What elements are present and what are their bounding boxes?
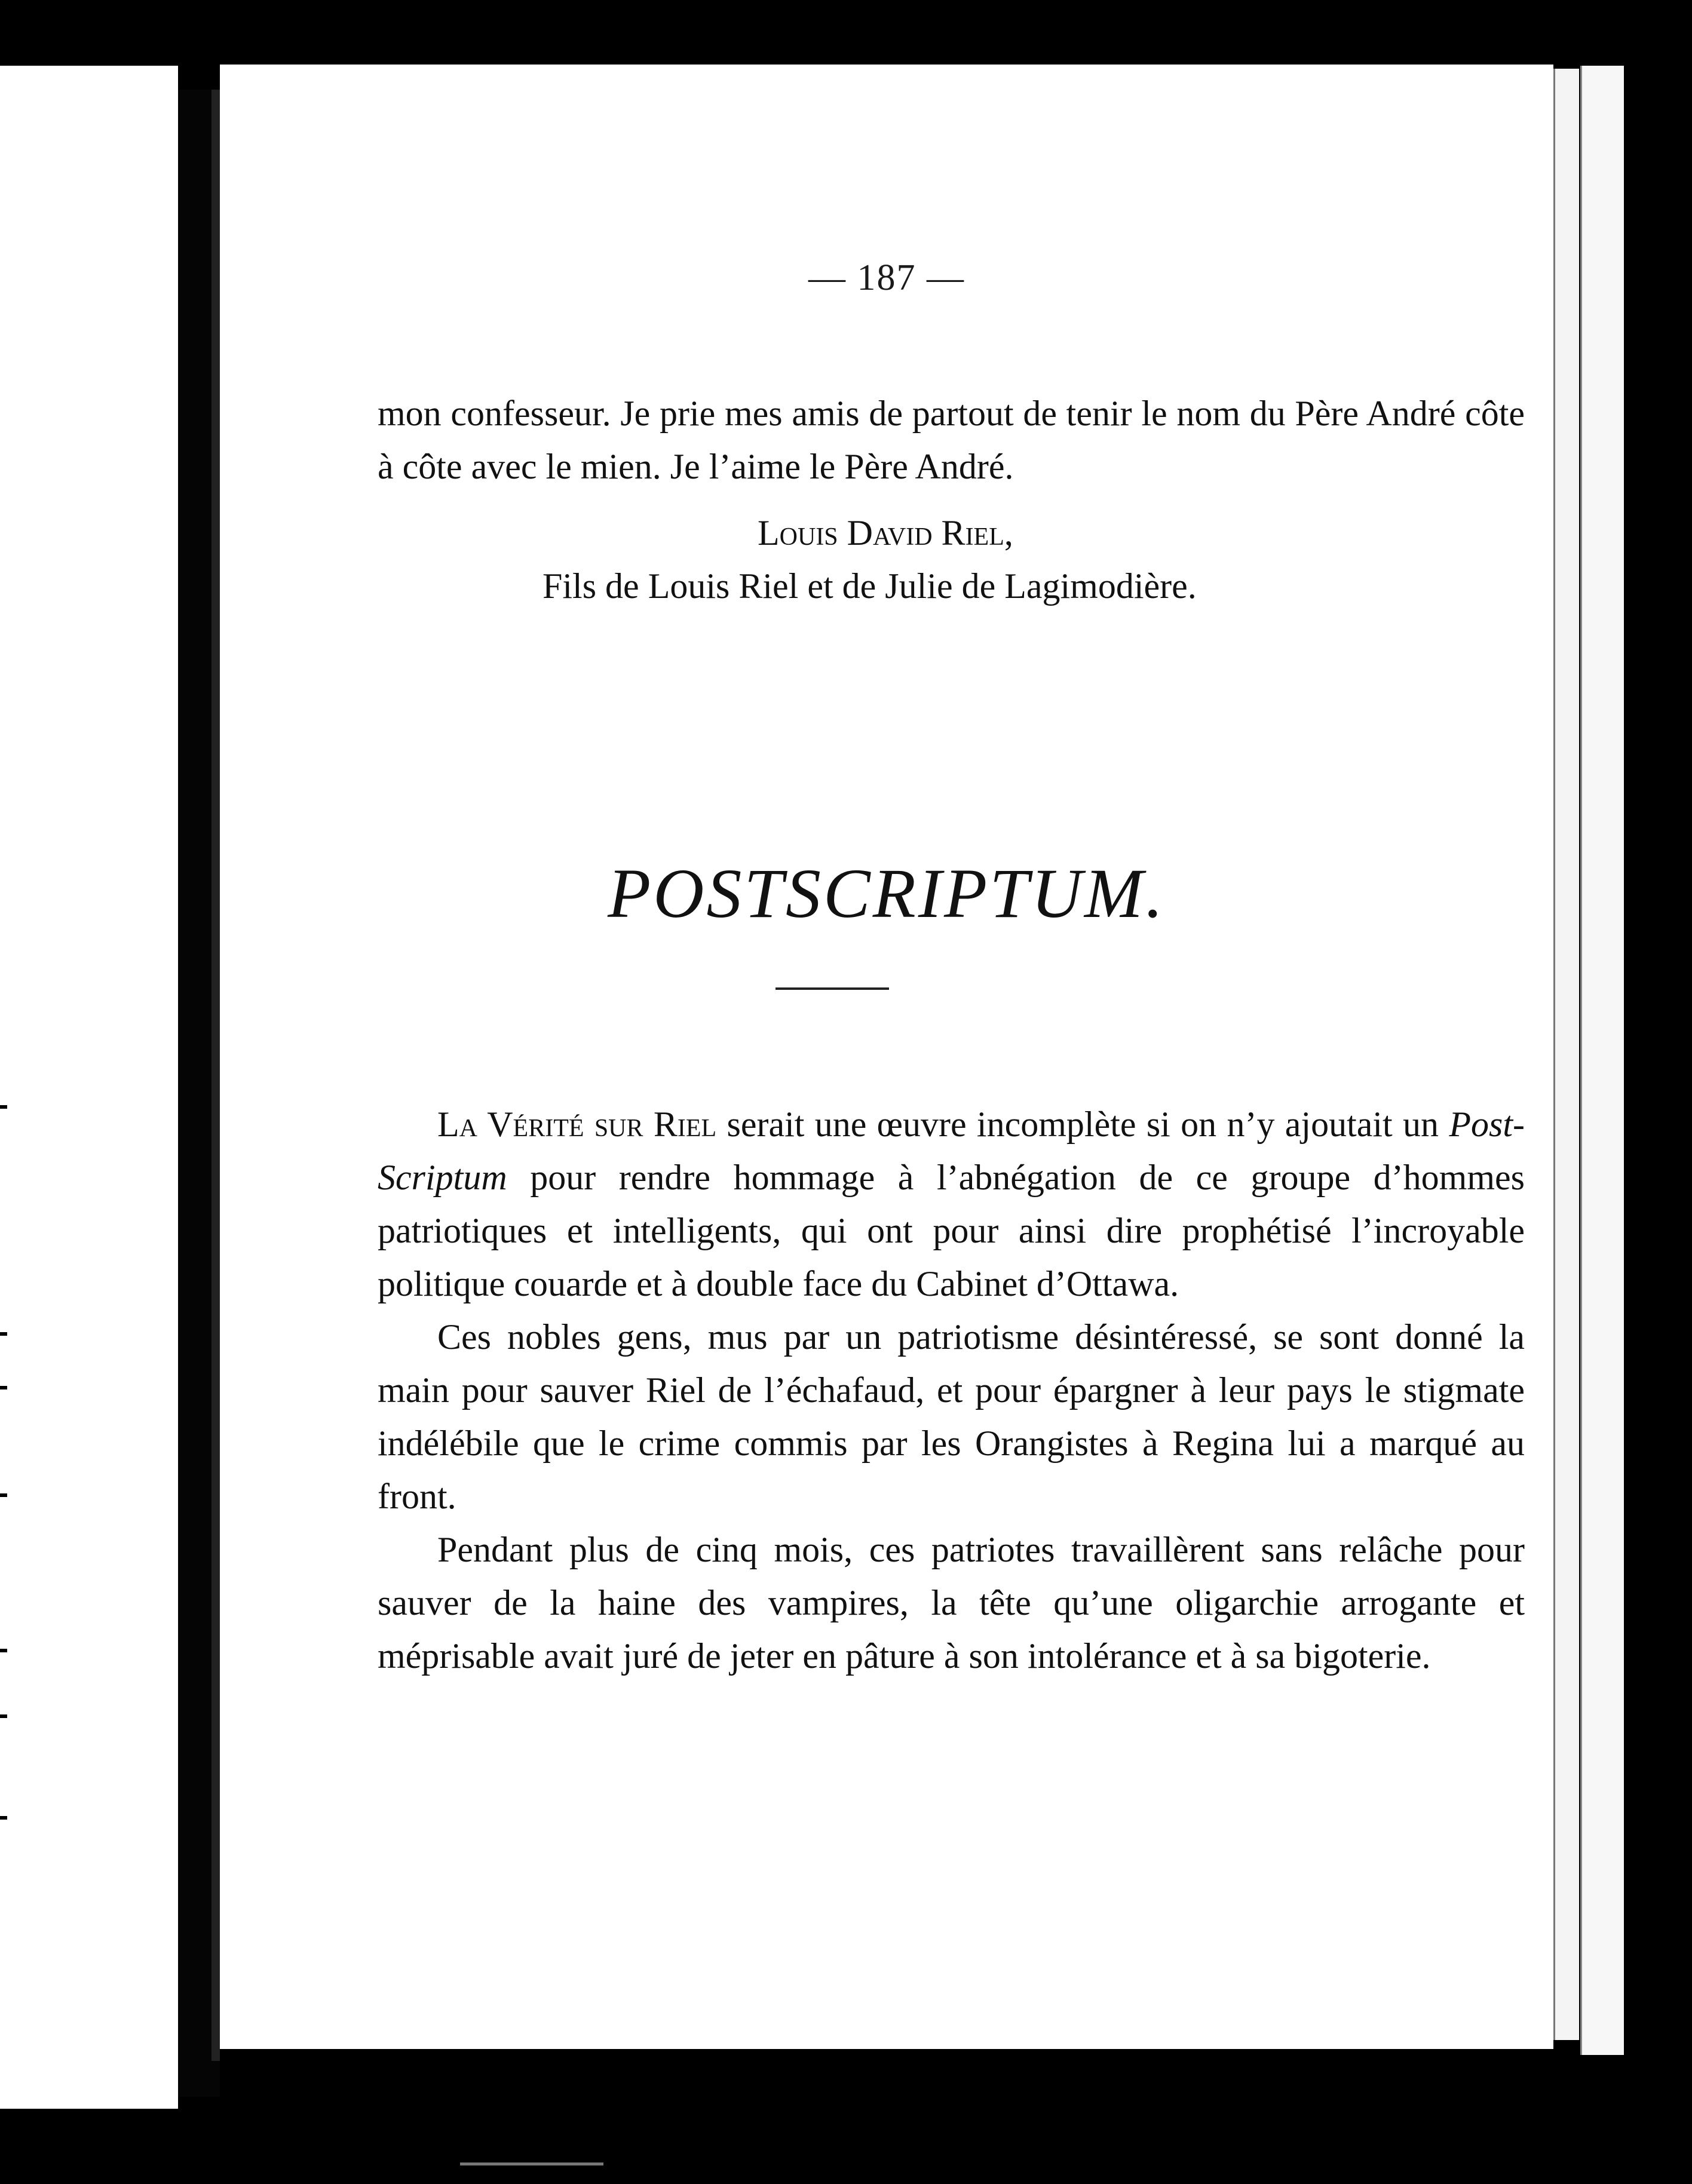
margin-mark [0,1714,7,1718]
book-page [220,65,1553,2049]
paragraph: Pendant plus de cinq mois, ces patriotes travaillèrent sans relâche pour sauver de la haine des vampires, la tête qu’une oligarchie arrogante et méprisable avait juré de jeter en pâture à son intolérance et à sa bigoterie. [378,1530,1525,1676]
margin-mark [0,1386,7,1389]
page-edge [1580,66,1624,2055]
paragraph: Ces nobles gens, mus par un patriotisme désintéressé, se sont donné la main pour sauver Riel de l’échafaud, et pour épargner à leur pays le stigmate indélébile que le crime commis par les Orangistes à Regina lui a marqué au front. [378,1317,1525,1516]
page-edge [1553,69,1579,2040]
opening-text [378,387,1525,493]
opening-paragraph: mon confesseur. Je prie mes amis de partout de tenir le nom du Père André côte à côte avec le mien. Je l’aime le Père André. [378,394,1525,486]
margin-mark [0,1649,7,1652]
section-heading: POSTSCRIPTUM. [608,854,1166,933]
page-number: — 187 — [808,257,965,298]
scan-artifact [460,2162,603,2165]
italic-term: Post-Scriptum [378,1105,1525,1197]
signature-parentage: Fils de Louis Riel et de Julie de Lagimodière. [542,566,1197,606]
margin-mark [0,1332,7,1336]
paragraph-text: pour rendre hommage à l’abnégation de ce groupe d’hommes patriotiques et intelligents, qui ont pour ainsi dire prophétisé l’incroyable politique couarde et à double face du Cabinet d’Ottawa. [378,1158,1525,1303]
margin-mark [0,1105,7,1109]
book-title-smallcaps: La Vérité sur Riel [437,1105,717,1144]
heading-rule [776,987,889,990]
facing-page-fragment [0,66,178,2109]
postscript-body [378,1098,1525,1683]
gutter-shadow [212,90,220,2061]
paragraph [378,1098,1525,1311]
paragraph-text: serait une œuvre incomplète si on n’y ajoutait un [716,1105,1449,1144]
margin-mark [0,1493,7,1497]
margin-mark [0,1816,7,1820]
signature-name: Louis David Riel, [758,513,1013,553]
